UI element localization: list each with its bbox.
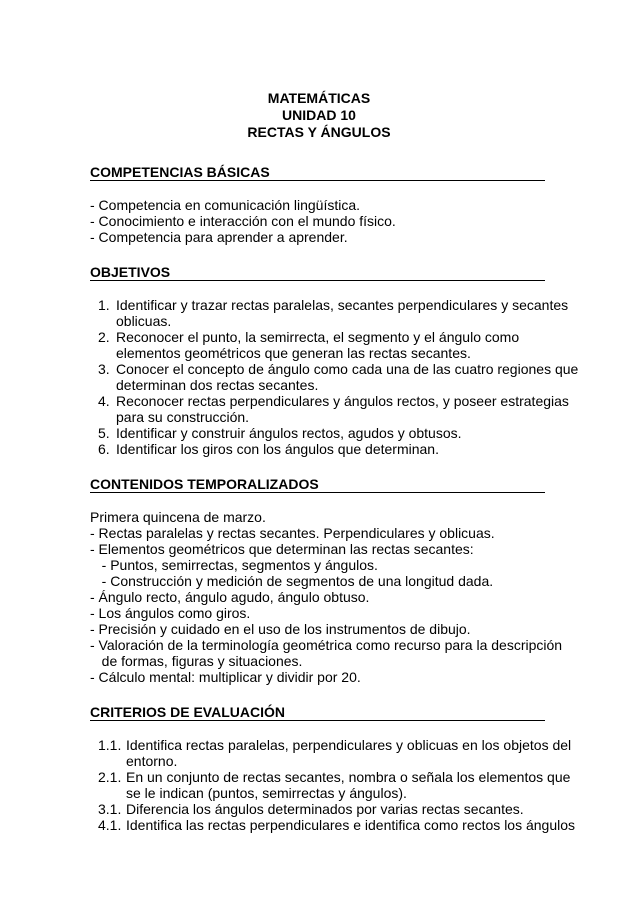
competencia-item: - Competencia para aprender a aprender. bbox=[90, 229, 348, 245]
contenido-line: - Ángulo recto, ángulo agudo, ángulo obtuso. bbox=[90, 589, 370, 605]
item-text: Identificar y construir ángulos rectos, agudos y obtusos. bbox=[116, 425, 462, 441]
item-number: 4. bbox=[98, 393, 110, 409]
contenido-line: - Puntos, semirrectas, segmentos y ángulos. bbox=[90, 557, 378, 573]
title-unit: UNIDAD 10 bbox=[282, 107, 356, 123]
contenido-line: Primera quincena de marzo. bbox=[90, 509, 266, 525]
contenido-line: - Valoración de la terminología geométrica como recurso para la descripción bbox=[90, 637, 563, 653]
item-text: Identificar los giros con los ángulos que determinan. bbox=[116, 441, 439, 457]
item-number: 2.1. bbox=[98, 769, 122, 785]
item-text: Diferencia los ángulos determinados por varias rectas secantes. bbox=[126, 801, 524, 817]
item-number: 4.1. bbox=[98, 817, 122, 833]
heading-competencias: COMPETENCIAS BÁSICAS bbox=[90, 164, 545, 181]
item-number: 3.1. bbox=[98, 801, 122, 817]
heading-contenidos: CONTENIDOS TEMPORALIZADOS bbox=[90, 476, 545, 493]
contenido-line: - Elementos geométricos que determinan las rectas secantes: bbox=[90, 541, 474, 557]
item-text: se le indican (puntos, semirrectas y ángulos). bbox=[126, 785, 407, 801]
item-number: 1. bbox=[98, 297, 110, 313]
item-text: Conocer el concepto de ángulo como cada una de las cuatro regiones que bbox=[116, 361, 579, 377]
item-text: elementos geométricos que generan las rectas secantes. bbox=[116, 345, 471, 361]
item-number: 1.1. bbox=[98, 737, 122, 753]
heading-objetivos: OBJETIVOS bbox=[90, 264, 545, 281]
item-text: Reconocer rectas perpendiculares y ángulos rectos, y poseer estrategias bbox=[116, 393, 569, 409]
item-number: 6. bbox=[98, 441, 110, 457]
item-text: entorno. bbox=[126, 753, 178, 769]
contenido-line: - Cálculo mental: multiplicar y dividir por 20. bbox=[90, 669, 361, 685]
item-number: 2. bbox=[98, 329, 110, 345]
item-text: En un conjunto de rectas secantes, nombra o señala los elementos que bbox=[126, 769, 571, 785]
contenido-line: - Precisión y cuidado en el uso de los instrumentos de dibujo. bbox=[90, 621, 471, 637]
item-text: determinan dos rectas secantes. bbox=[116, 377, 319, 393]
competencia-item: - Conocimiento e interacción con el mundo físico. bbox=[90, 213, 396, 229]
item-text: oblicuas. bbox=[116, 313, 172, 329]
item-text: para su construcción. bbox=[116, 409, 250, 425]
item-text: Identifica las rectas perpendiculares e identifica como rectos los ángulos bbox=[126, 817, 576, 833]
title-topic: RECTAS Y ÁNGULOS bbox=[247, 124, 391, 140]
contenido-line: - Construcción y medición de segmentos de una longitud dada. bbox=[90, 573, 494, 589]
contenido-line: - Rectas paralelas y rectas secantes. Perpendiculares y oblicuas. bbox=[90, 525, 495, 541]
contenido-line: de formas, figuras y situaciones. bbox=[90, 653, 303, 669]
document-title bbox=[0, 90, 638, 141]
item-number: 3. bbox=[98, 361, 110, 377]
item-text: Identifica rectas paralelas, perpendiculares y oblicuas en los objetos del bbox=[126, 737, 572, 753]
item-number: 5. bbox=[98, 425, 110, 441]
heading-criterios: CRITERIOS DE EVALUACIÓN bbox=[90, 704, 545, 721]
item-text: Reconocer el punto, la semirrecta, el segmento y el ángulo como bbox=[116, 329, 520, 345]
competencia-item: - Competencia en comunicación lingüística. bbox=[90, 197, 361, 213]
item-text: Identificar y trazar rectas paralelas, secantes perpendiculares y secantes bbox=[116, 297, 569, 313]
contenido-line: - Los ángulos como giros. bbox=[90, 605, 251, 621]
title-subject: MATEMÁTICAS bbox=[267, 90, 371, 106]
